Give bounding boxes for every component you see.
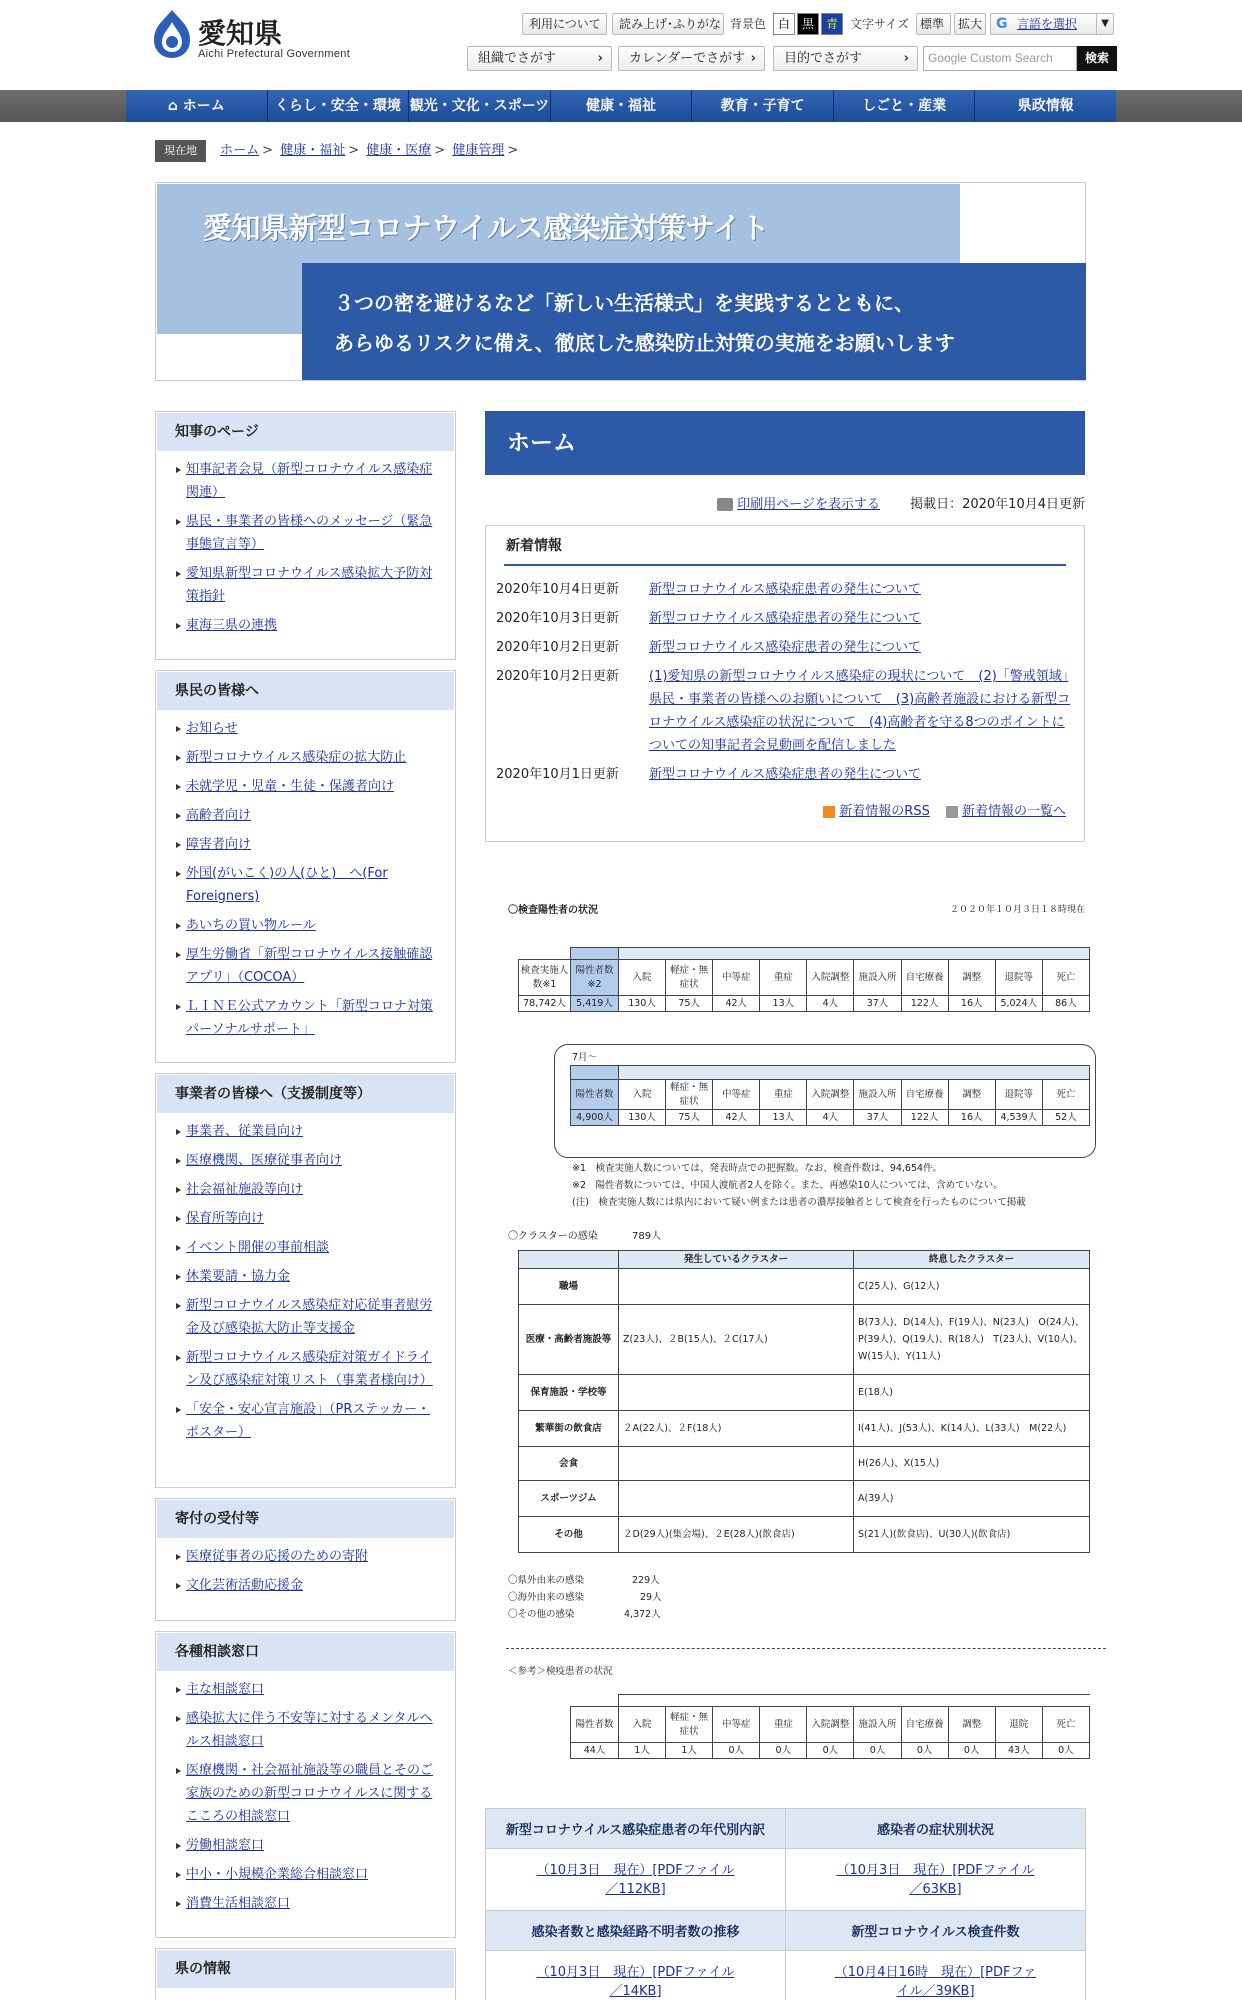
about-button[interactable]: 利用について xyxy=(522,13,607,35)
status-value: 1人 xyxy=(666,1743,713,1759)
banner-line-2: あらゆるリスクに備え、徹底した感染防止対策の実施をお願いします xyxy=(334,331,955,355)
sidebar-link[interactable]: 愛知県新型コロナウイルス感染拡大予防対策指針 xyxy=(186,566,433,604)
google-g-icon: G xyxy=(996,16,1008,32)
status-header: 検査実施人数※1 xyxy=(519,960,571,996)
download-link[interactable]: （10月3日 現在）[PDFファイル／14KB] xyxy=(536,1964,735,1999)
search-by-purpose-button[interactable] xyxy=(773,46,918,71)
cluster-active xyxy=(619,1375,854,1411)
sidebar-donations xyxy=(155,1498,456,1621)
cluster-ended: B(73人)、D(14人)、F(19人)、N(23人) O(24人)、P(39人)、Q(19人)、R(18人) T(23人)、V(10人)、W(15人)、Y(11人) xyxy=(854,1305,1090,1375)
site-header xyxy=(0,0,1242,90)
sidebar-link[interactable]: 新型コロナウイルス感染症対策ガイドライン及び感染症対策リスト（事業者様向け） xyxy=(186,1350,433,1388)
fontsize-label: 文字サイズ xyxy=(850,17,910,31)
news-link[interactable]: 新型コロナウイルス感染症患者の発生について xyxy=(649,640,921,655)
status-header: 入院 xyxy=(619,1707,666,1743)
status-header: 入院調整 xyxy=(807,1080,854,1110)
print-row xyxy=(485,494,1085,516)
news-date: 2020年10月1日更新 xyxy=(496,767,619,782)
search-by-org-button[interactable] xyxy=(467,46,612,71)
news-title: 新着情報 xyxy=(504,526,1066,566)
search-by-calendar-label: カレンダーでさがす xyxy=(629,51,746,66)
cluster-ended: I(41人)、J(53人)、K(14人)、L(33人) M(22人) xyxy=(854,1411,1090,1447)
news-date: 2020年10月3日更新 xyxy=(496,611,619,626)
sidebar-heading: 事業者の皆様へ（支援制度等） xyxy=(157,1075,454,1113)
sidebar-link[interactable]: 未就学児・児童・生徒・保護者向け xyxy=(186,779,395,794)
search-by-org-label: 組織でさがす xyxy=(478,51,557,66)
status-value: 78,742人 xyxy=(519,996,571,1012)
july-label: 7月～ xyxy=(572,1052,598,1063)
cluster-header xyxy=(519,1251,619,1269)
sidebar-link[interactable]: 知事記者会見（新型コロナウイルス感染症関連） xyxy=(186,462,433,500)
chevron-right-icon: › xyxy=(903,51,909,66)
sidebar-link[interactable]: 社会福祉施設等向け xyxy=(186,1182,304,1197)
sidebar-link[interactable]: 医療機関・社会福祉施設等の職員とそのご家族のための新型コロナウイルスに関するこころの相談窓口 xyxy=(186,1763,434,1824)
banner-title: 愛知県新型コロナウイルス感染症対策サイト xyxy=(203,211,770,245)
cluster-category: 保育施設・学校等 xyxy=(519,1375,619,1411)
status-value: 0人 xyxy=(760,1743,807,1759)
news-link[interactable]: 新型コロナウイルス感染症患者の発生について xyxy=(649,582,921,597)
home-icon: ⌂ xyxy=(167,98,183,114)
status-value: 42人 xyxy=(713,996,760,1012)
language-select[interactable] xyxy=(990,13,1114,35)
sidebar-link[interactable]: 医療機関、医療従事者向け xyxy=(186,1153,343,1168)
cluster-category: 繁華街の飲食店 xyxy=(519,1411,619,1447)
status-note: ※2 陽性者数については、中国人渡航者2人を除く。また、再感染10人については、含めていない。 xyxy=(572,1180,1003,1191)
status-header: 調整 xyxy=(948,1080,995,1110)
news-footer xyxy=(496,800,1066,819)
status-value: 122人 xyxy=(901,996,948,1012)
sidebar-link[interactable]: 厚生労働省「新型コロナウイルス接触確認アプリ」（COCOA） xyxy=(186,947,433,985)
status-value: 0人 xyxy=(1042,1743,1089,1759)
status-header: 調整 xyxy=(948,960,995,996)
bgcolor-label: 背景色 xyxy=(730,17,767,31)
status-value: 4人 xyxy=(807,996,854,1012)
status-header: 施設入所 xyxy=(854,960,901,996)
sidebar-heading: 県民の皆様へ xyxy=(157,672,454,710)
status-value: 37人 xyxy=(854,1110,901,1126)
language-select-label: 言語を選択 xyxy=(1017,17,1078,31)
status-value: 5,419人 xyxy=(571,996,619,1012)
status-header: 軽症・無症状 xyxy=(666,1707,713,1743)
nav-home-label: ホーム xyxy=(182,98,225,114)
sidebar-business xyxy=(155,1073,456,1488)
sidebar-link[interactable]: あいちの買い物ルール xyxy=(186,918,316,933)
nav-work[interactable]: しごと・産業 xyxy=(834,90,976,122)
search-by-purpose-label: 目的でさがす xyxy=(784,51,863,66)
status-header: 自宅療養 xyxy=(901,1080,948,1110)
download-title: 新型コロナウイルス感染症患者の年代別内訳 xyxy=(486,1809,786,1849)
status-header: 中等症 xyxy=(713,960,760,996)
news-date: 2020年10月2日更新 xyxy=(496,640,619,655)
status-table xyxy=(518,947,1090,1012)
sidebar-heading: 県の情報 xyxy=(157,1950,454,1988)
nav-home[interactable] xyxy=(126,90,268,122)
list-icon xyxy=(946,806,958,818)
status-header: 死亡 xyxy=(1042,960,1089,996)
status-header: 施設入所 xyxy=(854,1707,901,1743)
breadcrumb-item[interactable]: 健康・医療 xyxy=(366,143,432,158)
source-label: 〇その他の感染 xyxy=(508,1609,575,1620)
status-header: 入院 xyxy=(619,1080,666,1110)
status-value: 0人 xyxy=(854,1743,901,1759)
status-value: 5,024人 xyxy=(995,996,1042,1012)
fontsize-standard-button[interactable]: 標準 xyxy=(916,13,951,35)
sidebar-link[interactable]: 「安全・安心宣言施設」（PRステッカー・ポスター） xyxy=(186,1402,431,1440)
sidebar-link[interactable]: 主な相談窓口 xyxy=(186,1682,265,1697)
status-value: 130人 xyxy=(619,996,666,1012)
dropdown-arrow-icon: ▼ xyxy=(1096,14,1109,34)
nav-education[interactable]: 教育・子育て xyxy=(692,90,834,122)
sidebar-heading: 知事のページ xyxy=(157,413,454,451)
sidebar-link[interactable]: イベント開催の事前相談 xyxy=(186,1240,330,1255)
status-value: 4,539人 xyxy=(995,1110,1042,1126)
covid-site-banner[interactable] xyxy=(155,182,1086,381)
status-header: 中等症 xyxy=(713,1707,760,1743)
nav-government[interactable]: 県政情報 xyxy=(975,90,1116,122)
sidebar-link[interactable]: 文化芸術活動応援金 xyxy=(186,1578,304,1593)
cluster-ended: A(39人) xyxy=(854,1481,1090,1517)
status-value: 13人 xyxy=(760,1110,807,1126)
source-value: 29人 xyxy=(640,1592,662,1603)
status-value: 0人 xyxy=(901,1743,948,1759)
reading-furigana-button[interactable]: 読み上げ･ふりがな xyxy=(612,13,724,35)
status-as-of: ２０２０年１０月３日１８時現在 xyxy=(950,905,1086,915)
status-value: 0人 xyxy=(713,1743,760,1759)
chevron-right-icon: › xyxy=(750,51,756,66)
breadcrumb: 現在地 ホーム > 健康・福祉 > 健康・医療 > 健康管理 > xyxy=(155,140,521,164)
section-divider xyxy=(506,1648,1106,1649)
sidebar-link[interactable]: 医療従事者の応援のための寄附 xyxy=(186,1549,369,1564)
status-value: 42人 xyxy=(713,1110,760,1126)
cluster-active: ２A(22人)、２F(18人) xyxy=(619,1411,854,1447)
sidebar-link[interactable]: ＬＩＮＥ公式アカウント「新型コロナ対策パーソナルサポート」 xyxy=(186,999,433,1037)
news-date: 2020年10月2日更新 xyxy=(496,669,619,684)
july-status-table xyxy=(570,1065,1090,1126)
banner-message-panel xyxy=(302,263,1086,380)
status-header: 軽症・無症状 xyxy=(666,1080,713,1110)
cluster-ended: S(21人)(飲食店)、U(30人)(飲食店) xyxy=(854,1517,1090,1553)
breadcrumb-label: 現在地 xyxy=(155,140,206,162)
download-link[interactable]: （10月3日 現在）[PDFファイル／63KB] xyxy=(836,1862,1035,1897)
cluster-active xyxy=(619,1269,854,1305)
status-header: 退院等 xyxy=(995,1080,1042,1110)
downloads-table xyxy=(485,1808,1086,2000)
status-header: 陽性者数 xyxy=(571,1707,619,1743)
search-input[interactable]: Google Custom Search xyxy=(923,46,1077,71)
sidebar-link[interactable]: 保育所等向け xyxy=(186,1211,265,1226)
banner-line-1: ３つの密を避けるなど「新しい生活様式」を実践するとともに、 xyxy=(334,291,914,315)
status-header: 陽性者数※2 xyxy=(571,960,619,996)
rss-link[interactable]: 新着情報のRSS xyxy=(839,804,930,819)
status-value: 4,900人 xyxy=(571,1110,619,1126)
breadcrumb-item[interactable]: ホーム xyxy=(220,143,260,158)
search-by-calendar-button[interactable] xyxy=(618,46,765,71)
source-label: 〇県外由来の感染 xyxy=(508,1575,585,1586)
download-title: 新型コロナウイルス検査件数 xyxy=(786,1911,1086,1951)
cluster-header: 終息したクラスター xyxy=(854,1251,1090,1269)
sidebar-link[interactable]: 東海三県の連携 xyxy=(186,618,278,633)
fontsize-large-button[interactable]: 拡大 xyxy=(954,13,986,35)
source-label: 〇海外由来の感染 xyxy=(508,1592,585,1603)
nav-tourism[interactable]: 観光・文化・スポーツ xyxy=(409,90,551,122)
status-header: 軽症・無症状 xyxy=(666,960,713,996)
status-value: 4人 xyxy=(807,1110,854,1126)
status-title: 〇検査陽性者の状況 xyxy=(508,905,598,916)
aichi-logo-icon xyxy=(150,8,194,60)
news-link[interactable]: (1)愛知県の新型コロナウイルス感染症の現状について (2)「警戒領域」県民・事業者の皆様へのお願いについて (3)高齢者施設における新型コロナウイルス感染症の状況について (4)高齢者を守る8つのポイントについての知事記者会見動画を配信しました xyxy=(649,669,1071,753)
status-note: (注) 検査実施人数には県内において疑い例または患者の濃厚接触者として検査を行ったものについて掲載 xyxy=(572,1197,1026,1208)
status-header: 調整 xyxy=(948,1707,995,1743)
sidebar-link[interactable]: 新型コロナウイルス感染症対応従事者慰労金及び感染拡大防止等支援金 xyxy=(186,1298,433,1336)
cluster-label: 〇クラスターの感染 xyxy=(508,1231,598,1242)
breadcrumb-item[interactable]: 健康・福祉 xyxy=(280,143,346,158)
status-header: 重症 xyxy=(760,1707,807,1743)
site-logo[interactable] xyxy=(150,8,370,60)
published-date: 掲載日：2020年10月4日更新 xyxy=(910,497,1085,512)
sidebar-link[interactable]: 障害者向け xyxy=(186,837,252,852)
cluster-active xyxy=(619,1481,854,1517)
news-link[interactable]: 新型コロナウイルス感染症患者の発生について xyxy=(649,611,921,626)
cluster-category: 医療・高齢者施設等 xyxy=(519,1305,619,1375)
bgcolor-blue-button[interactable]: 青 xyxy=(821,13,843,35)
sidebar-heading: 各種相談窓口 xyxy=(157,1633,454,1671)
status-value: 16人 xyxy=(948,996,995,1012)
cluster-category: 職場 xyxy=(519,1269,619,1305)
cluster-category: その他 xyxy=(519,1517,619,1553)
quarantine-title: ＜参考＞検疫患者の状況 xyxy=(508,1666,613,1677)
search-button[interactable]: 検索 xyxy=(1077,46,1117,71)
print-page-link[interactable]: 印刷用ページを表示する xyxy=(737,497,880,512)
cluster-header: 発生しているクラスター xyxy=(619,1251,854,1269)
status-header: 重症 xyxy=(760,960,807,996)
global-nav xyxy=(126,90,1116,122)
news-link[interactable]: 新型コロナウイルス感染症患者の発生について xyxy=(649,767,921,782)
cluster-category: スポーツジム xyxy=(519,1481,619,1517)
status-header: 退院 xyxy=(995,1707,1042,1743)
status-note: ※1 検査実施人数については、発表時点での把握数。なお、検査件数は、94,654件。 xyxy=(572,1163,943,1174)
sidebar-link[interactable]: 消費生活相談窓口 xyxy=(186,1896,291,1911)
status-header: 自宅療養 xyxy=(901,1707,948,1743)
cluster-ended: H(26人)、X(15人) xyxy=(854,1447,1090,1481)
status-header: 中等症 xyxy=(713,1080,760,1110)
sidebar-link[interactable]: 休業要請・協力金 xyxy=(186,1269,291,1284)
status-header: 施設入所 xyxy=(854,1080,901,1110)
cluster-active xyxy=(619,1447,854,1481)
download-title: 感染者の症状別状況 xyxy=(786,1809,1086,1849)
cluster-ended: E(18人) xyxy=(854,1375,1090,1411)
bgcolor-black-button[interactable]: 黒 xyxy=(797,13,819,35)
status-header: 入院調整 xyxy=(807,960,854,996)
cluster-ended: C(25人)、G(12人) xyxy=(854,1269,1090,1305)
status-value: 0人 xyxy=(948,1743,995,1759)
logo-title: 愛知県 xyxy=(198,17,283,50)
sidebar-link[interactable]: 県民・事業者の皆様へのメッセージ（緊急事態宣言等） xyxy=(186,514,433,552)
status-value: 37人 xyxy=(854,996,901,1012)
download-link[interactable]: （10月3日 現在）[PDFファイル／112KB] xyxy=(536,1862,735,1897)
status-value: 16人 xyxy=(948,1110,995,1126)
news-date: 2020年10月4日更新 xyxy=(496,582,619,597)
sidebar-consultation xyxy=(155,1631,456,1938)
status-value: 75人 xyxy=(666,996,713,1012)
status-header: 死亡 xyxy=(1042,1080,1089,1110)
status-header: 退院等 xyxy=(995,960,1042,996)
sidebar-heading: 寄付の受付等 xyxy=(157,1500,454,1538)
download-title: 感染者数と感染経路不明者数の推移 xyxy=(486,1911,786,1951)
sidebar-governor xyxy=(155,411,456,660)
bgcolor-white-button[interactable]: 白 xyxy=(773,13,795,35)
chevron-right-icon: › xyxy=(597,51,603,66)
status-value: 13人 xyxy=(760,996,807,1012)
status-value: 0人 xyxy=(807,1743,854,1759)
download-link[interactable]: （10月4日16時 現在）[PDFファイル／39KB] xyxy=(834,1964,1037,1999)
cluster-active: ２D(29人)(集会場)、２E(28人)(飲食店) xyxy=(619,1517,854,1553)
quarantine-table xyxy=(570,1694,1090,1759)
printer-icon xyxy=(717,498,733,511)
logo-subtitle: Aichi Prefectural Government xyxy=(198,48,351,60)
status-header: 重症 xyxy=(760,1080,807,1110)
news-list-link[interactable]: 新着情報の一覧へ xyxy=(961,804,1066,819)
sidebar-link[interactable]: 新型コロナウイルス感染症の拡大防止 xyxy=(186,750,407,765)
status-value: 43人 xyxy=(995,1743,1042,1759)
status-header: 陽性者数 xyxy=(571,1080,619,1110)
status-header: 自宅療養 xyxy=(901,960,948,996)
status-value: 52人 xyxy=(1042,1110,1089,1126)
status-value: 1人 xyxy=(619,1743,666,1759)
nav-health[interactable]: 健康・福祉 xyxy=(551,90,693,122)
sidebar-link[interactable]: 事業者、従業員向け xyxy=(186,1124,304,1139)
page-title: ホーム xyxy=(485,411,1085,475)
cluster-active: Z(23人)、２B(15人)、２C(17人) xyxy=(619,1305,854,1375)
cluster-table xyxy=(518,1250,1090,1553)
sidebar-link[interactable]: お知らせ xyxy=(186,721,238,736)
status-header: 入院調整 xyxy=(807,1707,854,1743)
status-value: 122人 xyxy=(901,1110,948,1126)
status-value: 130人 xyxy=(619,1110,666,1126)
cluster-category: 会食 xyxy=(519,1447,619,1481)
sidebar-citizens xyxy=(155,670,456,1063)
sidebar-link[interactable]: 外国(がいこく)の人(ひと) へ(For Foreigners) xyxy=(186,866,388,904)
sidebar-link[interactable]: 中小・小規模企業総合相談窓口 xyxy=(186,1867,369,1882)
source-value: 4,372人 xyxy=(624,1609,661,1620)
news-box xyxy=(485,525,1085,842)
status-value: 75人 xyxy=(666,1110,713,1126)
status-header: 入院 xyxy=(619,960,666,996)
source-value: 229人 xyxy=(632,1575,660,1586)
sidebar-link[interactable]: 労働相談窓口 xyxy=(186,1838,265,1853)
status-value: 44人 xyxy=(571,1743,619,1759)
sidebar-link[interactable]: 感染拡大に伴う不安等に対するメンタルヘルス相談窓口 xyxy=(186,1711,433,1749)
status-header: 死亡 xyxy=(1042,1707,1089,1743)
rss-icon xyxy=(823,806,835,818)
sidebar-prefecture-info xyxy=(155,1948,456,2000)
cluster-count: 789人 xyxy=(632,1231,662,1242)
nav-living[interactable]: くらし・安全・環境 xyxy=(268,90,410,122)
status-value: 86人 xyxy=(1042,996,1089,1012)
sidebar-link[interactable]: 高齢者向け xyxy=(186,808,252,823)
breadcrumb-item[interactable]: 健康管理 xyxy=(452,143,505,158)
